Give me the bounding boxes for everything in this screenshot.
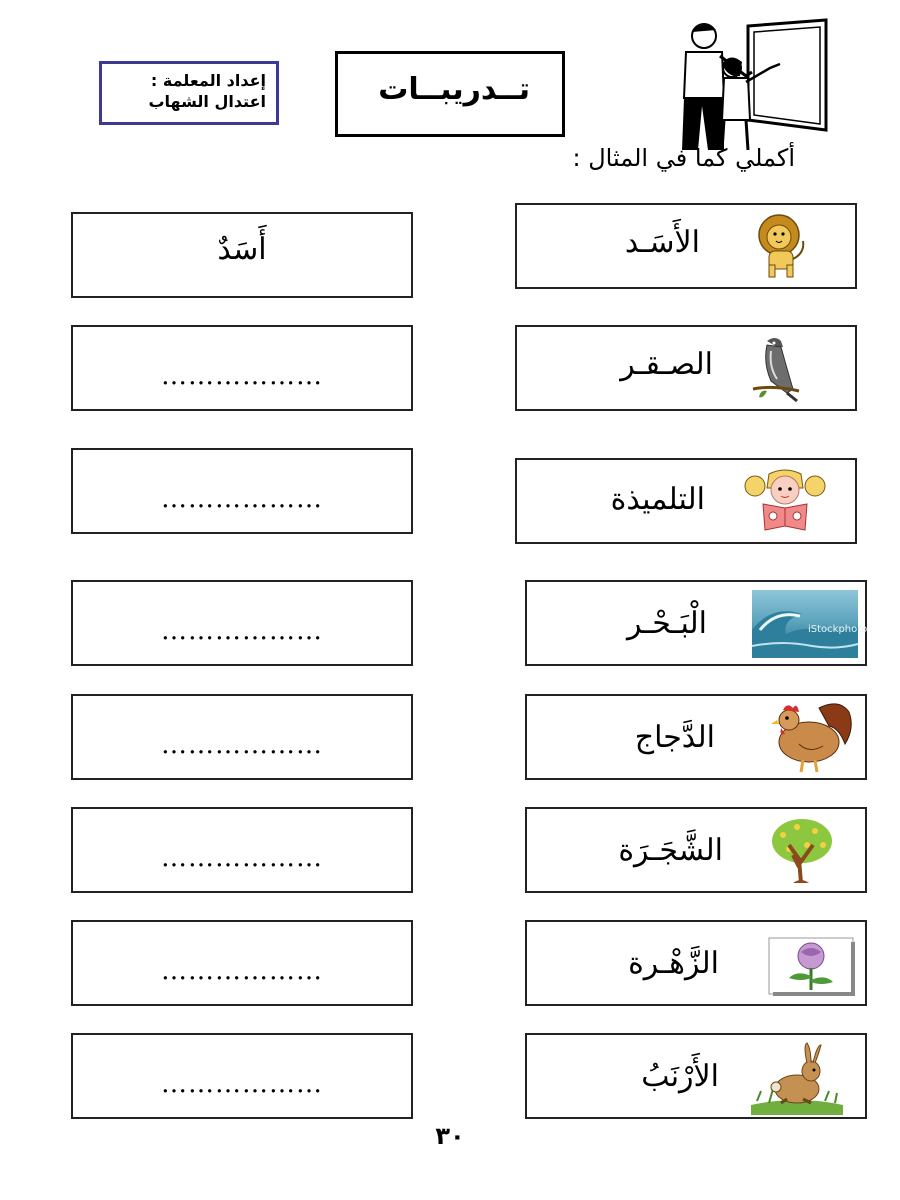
word-label: الصـقـر [620, 347, 713, 382]
word-label: الدَّجاج [634, 720, 715, 755]
instruction-text: أكملي كما في المثال : [572, 144, 795, 172]
word-label: الأَسَـد [624, 225, 700, 260]
word-card-rooster [525, 694, 867, 780]
author-name: اعتدال الشهاب [148, 92, 266, 111]
word-label: الْبَـحْـر [626, 606, 707, 641]
answer-box-tree[interactable] [71, 807, 413, 893]
word-card-tree [525, 807, 867, 893]
word-card-falcon [515, 325, 857, 411]
page-title: تــدريبــات [378, 72, 530, 107]
word-card-lion [515, 203, 857, 289]
example-answer: أَسَدٌ [217, 232, 267, 267]
word-label: التلميذة [610, 482, 705, 517]
word-card-rose [525, 920, 867, 1006]
answer-box-sea[interactable] [71, 580, 413, 666]
schoolgirl-reading-icon [741, 468, 829, 534]
tree-icon [767, 815, 837, 885]
word-card-rabbit [525, 1033, 867, 1119]
photo-watermark: iStockphoto [808, 624, 868, 635]
answer-blank: ……………… [161, 1069, 323, 1099]
author-label: إعداد المعلمة : [150, 71, 266, 90]
answer-blank: ……………… [161, 730, 323, 760]
teacher-at-board-icon [662, 16, 830, 150]
answer-box-falcon[interactable] [71, 325, 413, 411]
sea-wave-photo-icon [752, 590, 868, 658]
answer-blank: ……………… [161, 843, 323, 873]
answer-box-rabbit[interactable] [71, 1033, 413, 1119]
answer-blank: ……………… [161, 361, 323, 391]
author-box [99, 61, 279, 125]
rabbit-icon [751, 1041, 843, 1115]
answer-box-rose[interactable] [71, 920, 413, 1006]
word-label: الشَّجَـرَة [618, 833, 723, 868]
word-label: الزَّهْـرة [628, 946, 719, 981]
rose-flower-icon [765, 936, 857, 998]
answer-box-lion[interactable] [71, 212, 413, 298]
answer-box-schoolgirl[interactable] [71, 448, 413, 534]
falcon-icon [753, 333, 805, 403]
lion-icon [753, 213, 811, 279]
word-label: الأَرْنَبُ [641, 1059, 719, 1094]
rooster-icon [769, 698, 855, 774]
answer-blank: ……………… [161, 484, 323, 514]
answer-box-rooster[interactable] [71, 694, 413, 780]
word-card-schoolgirl [515, 458, 857, 544]
answer-blank: ……………… [161, 956, 323, 986]
word-card-sea [525, 580, 867, 666]
page-number: ٣٠ [435, 1122, 465, 1150]
answer-blank: ……………… [161, 616, 323, 646]
title-box [335, 51, 565, 137]
